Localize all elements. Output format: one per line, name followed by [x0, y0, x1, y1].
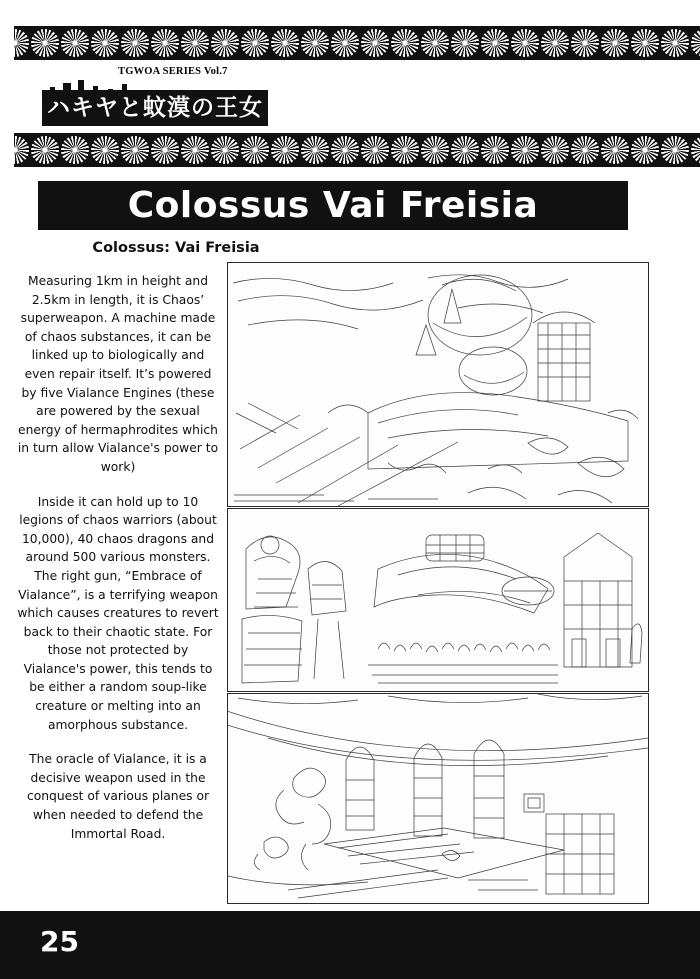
rosette-icon	[421, 29, 449, 57]
rosette-icon	[121, 136, 149, 164]
rosette-icon	[211, 136, 239, 164]
rosette-icon	[661, 136, 689, 164]
rosette-icon	[391, 136, 419, 164]
rosette-icon	[331, 29, 359, 57]
body-text-column	[16, 272, 220, 859]
body-paragraph: Inside it can hold up to 10 legions of chaos warriors (about 10,000), 40 chaos dragons and around 500 various monsters. The right gun, “Embrace of Vialance”, is a terrifying weapon which causes creatures to revert back to their chaotic state. For those not protected by Vialance's power, this tends to be either a random soup-like creature or melting into an amorphous substance.	[17, 494, 219, 732]
rosette-icon	[31, 29, 59, 57]
subtitle: Colossus: Vai Freisia	[92, 240, 260, 256]
rosette-icon	[391, 29, 419, 57]
sketch-colossus-underside-dragons	[228, 694, 648, 903]
page-title: Colossus Vai Freisia	[127, 185, 539, 226]
rosette-icon	[121, 29, 149, 57]
rosette-icon	[631, 136, 659, 164]
rosette-icon	[481, 29, 509, 57]
rosette-icon	[181, 29, 209, 57]
series-label: TGWOA SERIES Vol.7	[118, 66, 228, 77]
art-panel-2	[227, 508, 649, 692]
rosette-icon	[361, 29, 389, 57]
rosette-icon	[601, 136, 629, 164]
rosette-icon	[451, 136, 479, 164]
rosette-icon	[61, 136, 89, 164]
rosette-icon	[541, 136, 569, 164]
sketch-colossus-overview	[228, 263, 648, 506]
body-paragraph: The oracle of Vialance, it is a decisive weapon used in the conquest of various planes or when needed to defend the Immortal Road.	[26, 752, 210, 841]
rosette-icon	[511, 29, 539, 57]
rosette-icon	[241, 29, 269, 57]
art-panel-1	[227, 262, 649, 507]
body-paragraph: Measuring 1km in height and 2.5km in length, it is Chaos’ superweapon. A machine made of chaos substances, it can be linked up to biologically and even repair itself. It’s powered by five Vialance Engines (these are powered by the sexual energy of hermaphrodites which in turn allow Vialance's power to work)	[17, 274, 219, 474]
rosette-row	[0, 26, 700, 60]
page-number: 25	[40, 925, 79, 958]
rosette-icon	[571, 29, 599, 57]
rosette-icon	[631, 29, 659, 57]
rosette-icon	[421, 136, 449, 164]
rosette-icon	[601, 29, 629, 57]
rosette-icon	[91, 29, 119, 57]
rosette-icon	[241, 136, 269, 164]
logo-title: ハキヤと蚊漠の王女	[42, 90, 268, 126]
rosette-icon	[691, 29, 700, 57]
rosette-icon	[31, 136, 59, 164]
rosette-icon	[541, 29, 569, 57]
rosette-icon	[511, 136, 539, 164]
rosette-icon	[661, 29, 689, 57]
rosette-icon	[571, 136, 599, 164]
rosette-icon	[331, 136, 359, 164]
rosette-icon	[691, 136, 700, 164]
rosette-icon	[271, 29, 299, 57]
rosette-icon	[271, 136, 299, 164]
rosette-icon	[361, 136, 389, 164]
rosette-icon	[211, 29, 239, 57]
art-panel-3	[227, 693, 649, 904]
footer-bar	[0, 911, 700, 979]
art-area	[227, 262, 647, 902]
rosette-icon	[91, 136, 119, 164]
series-mark	[40, 66, 270, 128]
page-title-banner	[38, 181, 628, 230]
rosette-icon	[181, 136, 209, 164]
rosette-icon	[481, 136, 509, 164]
rosette-icon	[451, 29, 479, 57]
rosette-icon	[151, 136, 179, 164]
ornament-band-middle	[0, 133, 700, 167]
rosette-row	[0, 133, 700, 167]
rosette-icon	[301, 29, 329, 57]
rosette-icon	[301, 136, 329, 164]
rosette-icon	[151, 29, 179, 57]
ornament-band-top	[0, 26, 700, 60]
page-left-margin	[0, 0, 14, 911]
sketch-colossus-town-street	[228, 509, 648, 691]
rosette-icon	[61, 29, 89, 57]
